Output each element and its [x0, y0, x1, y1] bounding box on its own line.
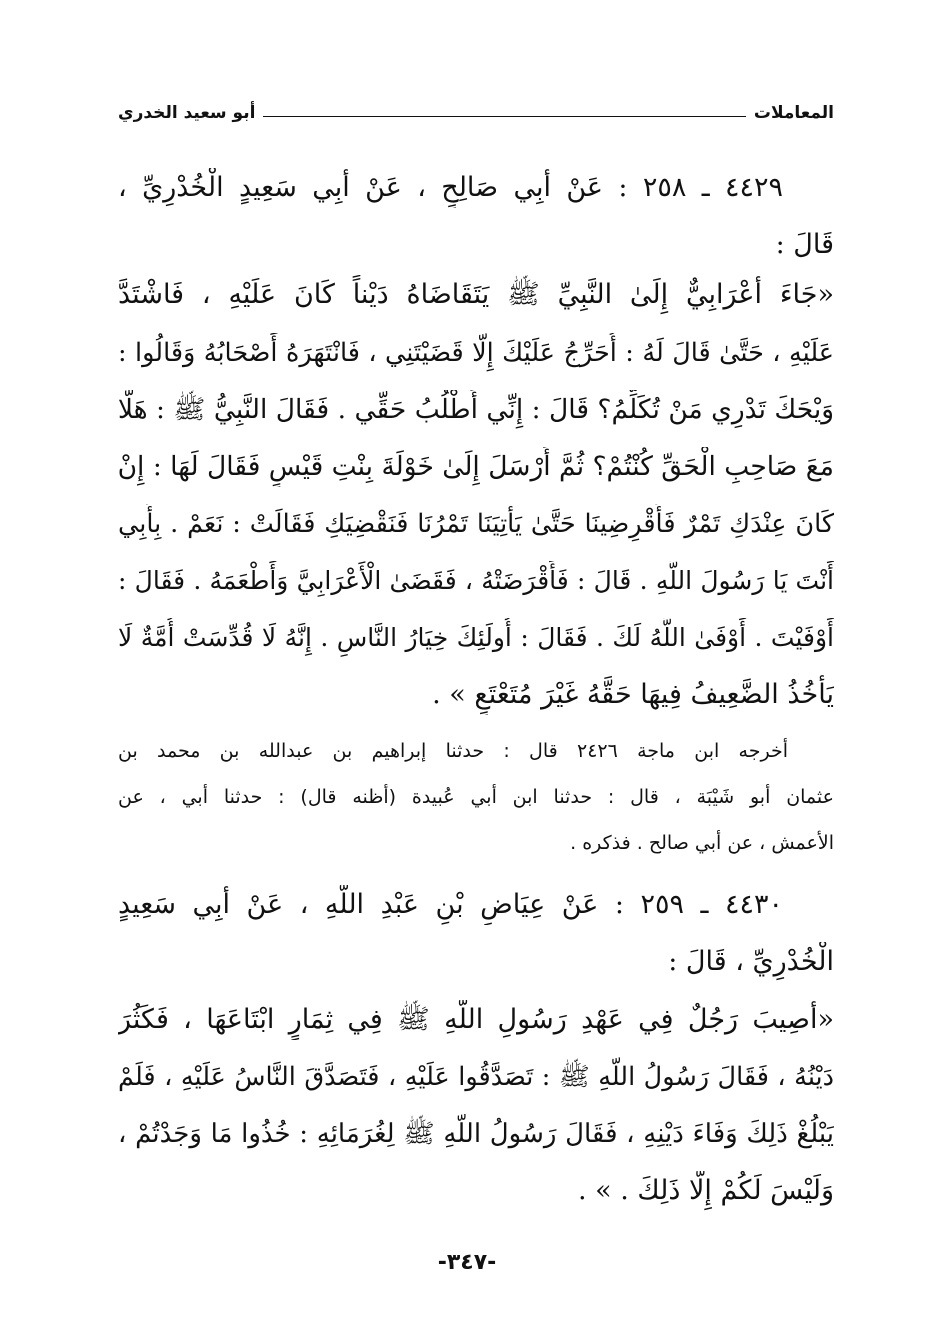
hadith-258-text-line: يَأْخُذُ الضَّعِيفُ فِيهَا حَقَّهُ غَيْرَ مُتَعْتَعٍ » . [432, 679, 834, 710]
source-note-line: عثمان أبو شَيْبَة ، قال : حدثنا ابن أبي عُبيدة (أظنه قال) : حدثنا أبي ، عن [118, 786, 834, 808]
source-note-line: أخرجه ابن ماجة ٢٤٢٦ قال : حدثنا إبراهيم بن عبدالله بن محمد بن [118, 740, 788, 762]
hadith-258-text-line: وَيْحَكَ تَدْرِي مَنْ تُكَلِّمُ؟ قَالَ : إِنِّي أَطْلُبُ حَقِّي . فَقَالَ النَّبِيُّ ﷺ : هَلَّا [118, 394, 834, 425]
hadith-258-text-line: «جَاءَ أَعْرَابِيٌّ إِلَىٰ النَّبِيِّ ﷺ يَتَقَاضَاهُ دَيْناً كَانَ عَلَيْهِ ، فَاشْتَدَّ [118, 279, 834, 310]
hadith-258-intro: قَالَ : [775, 229, 834, 260]
hadith-258-text-line: عَلَيْهِ ، حَتَّىٰ قَالَ لَهُ : أُحَرِّجُ عَلَيْكَ إِلَّا قَضَيْتَنِي ، فَانْتَهَرَهُ أَصْحَابُهُ وَقَالُوا : [118, 338, 834, 368]
section-title: المعاملات [753, 103, 834, 123]
hadith-259-text-line: دَيْنُهُ ، فَقَالَ رَسُولُ اللَّهِ ﷺ : تَصَدَّقُوا عَلَيْهِ ، فَتَصَدَّقَ النَّاسُ عَلَيْهِ ، فَلَمْ [118, 1062, 834, 1092]
hadith-258-text-line: أَنْتَ يَا رَسُولَ اللَّهِ . قَالَ : فَأَقْرَضَتْهُ ، فَقَضَىٰ الْأَعْرَابِيَّ وَأَطْعَمَهُ . فَقَالَ : [118, 566, 834, 595]
hadith-259-text-line: يَبْلُغْ ذَلِكَ وَفَاءَ دَيْنِهِ ، فَقَالَ رَسُولُ اللَّهِ ﷺ لِغُرَمَائِهِ : خُذُوا مَا وَجَدْتُمْ ، [118, 1119, 834, 1149]
running-header [118, 96, 834, 130]
hadith-258-text-line: مَعَ صَاحِبِ الْحَقِّ كُنْتُمْ؟ ثُمَّ أَرْسَلَ إِلَىٰ خَوْلَةَ بِنْتِ قَيْسٍ فَقَالَ لَهَا : إِنْ [118, 451, 834, 482]
hadith-259-intro: الْخُدْرِيِّ ، قَالَ : [668, 946, 834, 977]
page-number: -٣٤٧- [437, 1250, 497, 1275]
hadith-259-text-line: وَلَيْسَ لَكُمْ إِلَّا ذَلِكَ . » . [577, 1175, 834, 1206]
hadith-259-heading: ٤٤٣٠ ـ ٢٥٩ : عَنْ عِيَاضِ بْنِ عَبْدِ اللَّهِ ، عَنْ أَبِي سَعِيدٍ [118, 889, 783, 920]
hadith-258-heading: ٤٤٢٩ ـ ٢٥٨ : عَنْ أَبِي صَالِحٍ ، عَنْ أَبِي سَعِيدٍ الْخُدْرِيِّ ، [118, 172, 783, 203]
source-note-line: الأعمش ، عن أبي صالح . فذكره . [570, 832, 834, 854]
header-rule [263, 116, 745, 117]
hadith-258-text-line: أَوْفَيْتَ . أَوْفَىٰ اللَّهُ لَكَ . فَقَالَ : أُولَئِكَ خِيَارُ النَّاسِ . إِنَّهُ لَا قُدِّسَتْ أُمَّةٌ لَا [118, 623, 834, 652]
hadith-259-text-line: «أُصِيبَ رَجُلٌ فِي عَهْدِ رَسُولِ اللَّهِ ﷺ فِي ثِمَارٍ ابْتَاعَهَا ، فَكَثُرَ [118, 1004, 834, 1035]
hadith-258-text-line: كَانَ عِنْدَكِ تَمْرٌ فَأَقْرِضِينَا حَتَّىٰ يَأْتِيَنَا تَمْرُنَا فَنَقْضِيَكِ فَقَالَتْ : نَعَمْ . بِأَبِي [118, 509, 834, 539]
narrator-title: أبو سعيد الخدري [118, 103, 256, 123]
